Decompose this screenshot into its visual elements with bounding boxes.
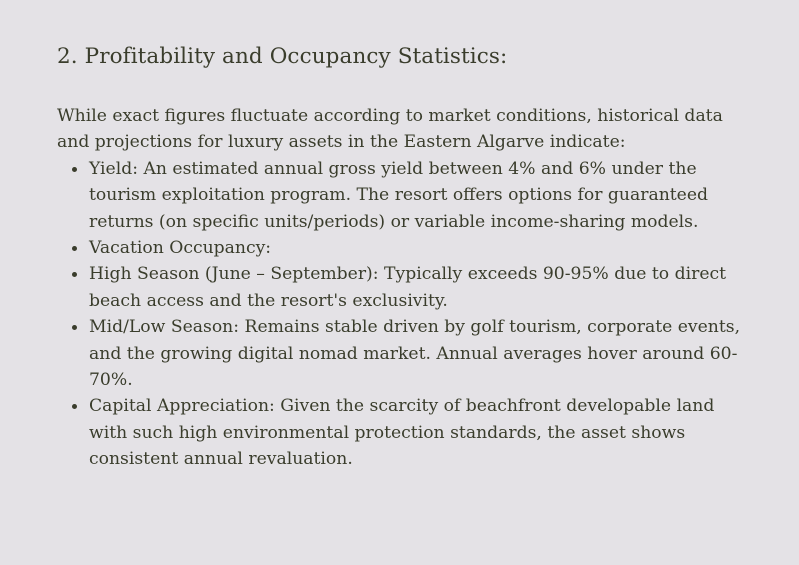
list-item-mid-low-season: Mid/Low Season: Remains stable driven by golf tourism, corporate events, and the growing digital nomad market. Annual averages hover around 60-70%. — [57, 314, 749, 393]
section-heading: 2. Profitability and Occupancy Statistics: — [57, 44, 508, 69]
statistics-list — [57, 156, 759, 473]
list-item-capital-appreciation: Capital Appreciation: Given the scarcity of beachfront developable land with such high environmental protection standards, the asset shows consistent annual revaluation. — [57, 393, 749, 472]
list-item-high-season: High Season (June – September): Typically exceeds 90-95% due to direct beach access and the resort's exclusivity. — [57, 261, 749, 314]
intro-paragraph: While exact figures fluctuate according to market conditions, historical data and projections for luxury assets in the Eastern Algarve indicate: — [57, 106, 723, 153]
list-item-yield: Yield: An estimated annual gross yield between 4% and 6% under the tourism exploitation program. The resort offers options for guaranteed returns (on specific units/periods) or variable income-sharing models. — [57, 156, 749, 235]
list-item-vacation-occupancy: Vacation Occupancy: — [57, 235, 749, 261]
